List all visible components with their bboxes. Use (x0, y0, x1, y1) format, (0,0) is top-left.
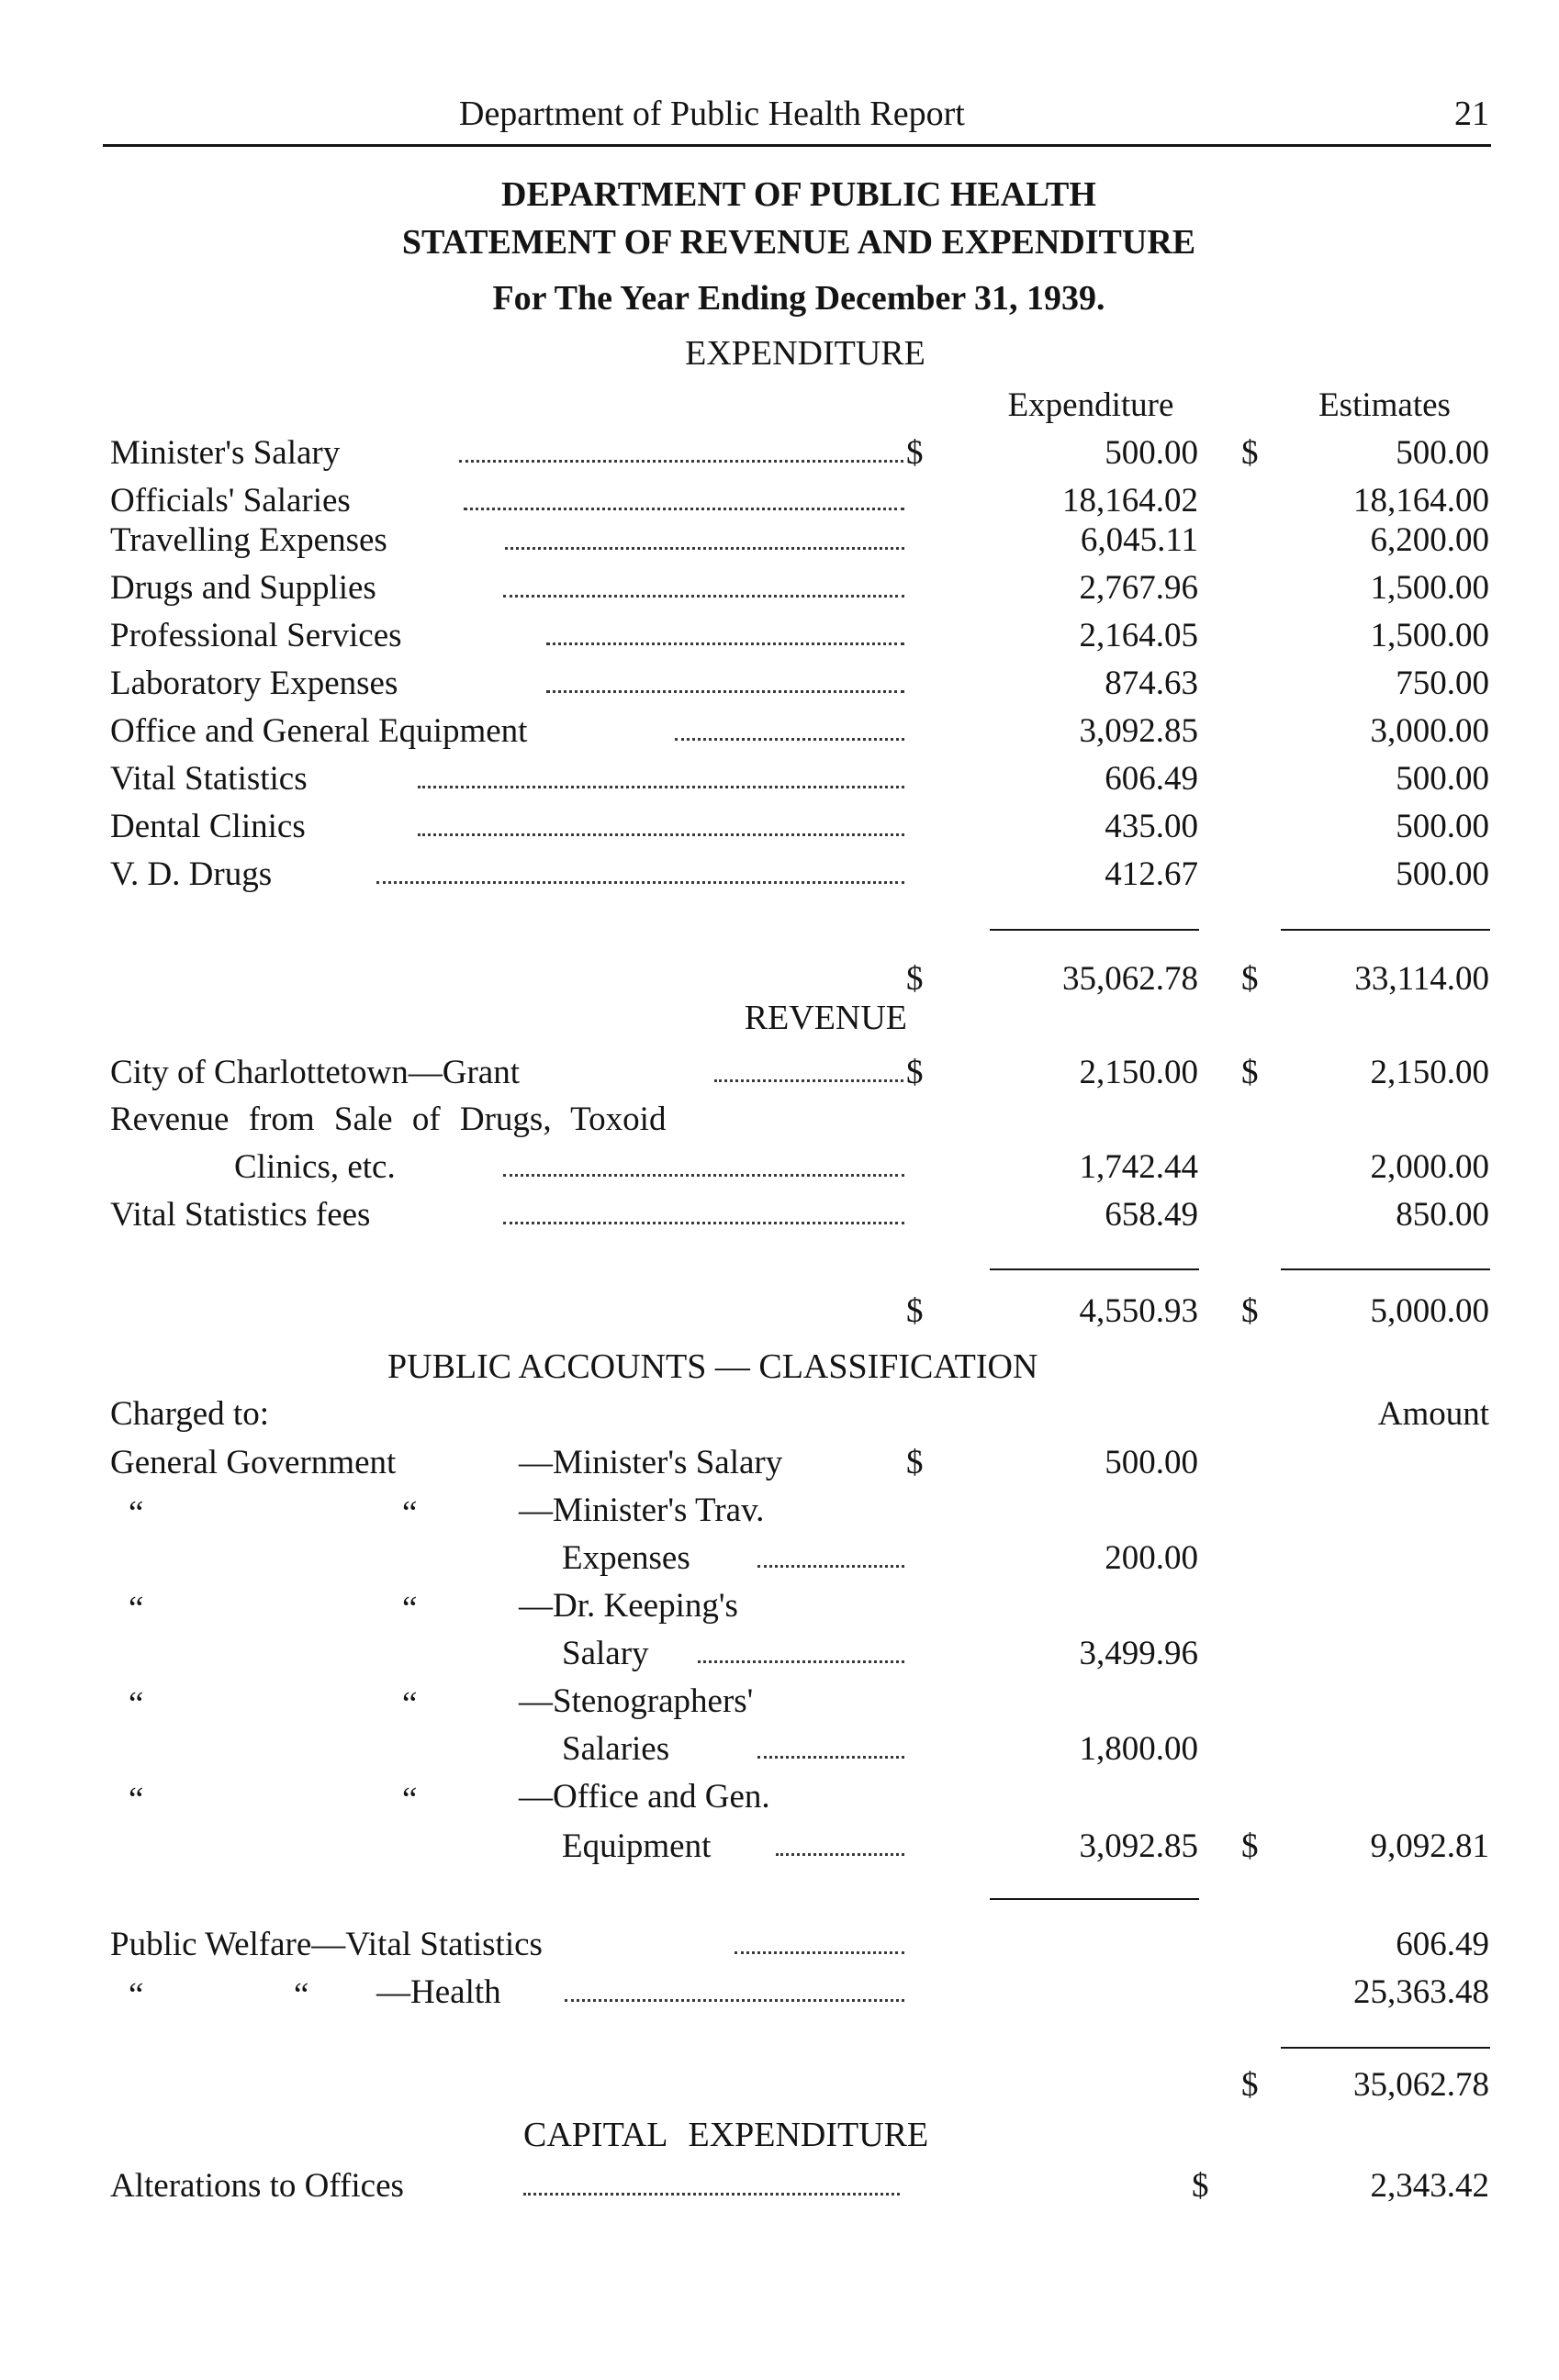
item-amount: 3,499.96 (1079, 1635, 1198, 1672)
row-label: Vital Statistics (110, 760, 308, 798)
dot-leader (735, 1951, 904, 1954)
account-label: General Government (110, 1444, 397, 1481)
dollar-sign: $ (1241, 1292, 1259, 1330)
estimate-value: 850.00 (1396, 1196, 1489, 1234)
estimate-value: 3,000.00 (1370, 712, 1489, 750)
dot-leader (714, 1079, 903, 1082)
row-label: Minister's Salary (110, 434, 341, 472)
ditto-mark: “ (402, 1494, 418, 1532)
item-label: —Office and Gen. (519, 1778, 770, 1816)
expenditure-value: 2,164.05 (1079, 617, 1198, 654)
dot-leader (418, 786, 904, 788)
row-label: Laboratory Expenses (110, 665, 398, 702)
running-title: Department of Public Health Report (459, 95, 965, 133)
col-expenditure-header: Expenditure (1007, 386, 1174, 424)
row-label: Drugs and Supplies (110, 569, 376, 607)
dot-leader (546, 642, 904, 645)
dollar-sign: $ (1241, 960, 1259, 998)
dot-leader (503, 595, 904, 598)
row-label: Dental Clinics (110, 808, 306, 845)
dollar-sign: $ (1241, 434, 1259, 472)
estimate-value: 500.00 (1396, 808, 1489, 845)
item-amount: 1,800.00 (1079, 1730, 1198, 1768)
ditto-mark: “ (294, 1976, 309, 2014)
expenditure-value: 500.00 (1105, 434, 1198, 472)
charged-to-label: Charged to: (110, 1395, 269, 1433)
row-label: —Health (376, 1973, 501, 2011)
dollar-sign: $ (1241, 1827, 1259, 1865)
row-label: Alterations to Offices (110, 2167, 404, 2205)
page-number: 21 (1454, 95, 1489, 133)
welfare-amount: 25,363.48 (1353, 1973, 1489, 2011)
total-rule (990, 929, 1199, 931)
capital-amount: 2,343.42 (1370, 2167, 1489, 2205)
item-amount: 3,092.85 (1079, 1827, 1198, 1865)
revenue-value: 1,742.44 (1079, 1148, 1198, 1186)
welfare-amount: 606.49 (1396, 1926, 1489, 1963)
item-amount: 500.00 (1105, 1444, 1198, 1481)
ditto-mark: “ (129, 1976, 144, 2014)
expenditure-value: 2,767.96 (1079, 569, 1198, 607)
row-label: V. D. Drugs (110, 855, 273, 893)
dot-leader (464, 508, 904, 510)
expenditure-total: 35,062.78 (1062, 960, 1198, 998)
report-title: DEPARTMENT OF PUBLIC HEALTH (501, 175, 1096, 214)
expenditure-value: 18,164.02 (1062, 482, 1198, 520)
estimate-total: 33,114.00 (1354, 960, 1489, 998)
item-label: —Minister's Salary (519, 1444, 783, 1481)
dot-leader (418, 833, 904, 836)
dot-leader (505, 547, 904, 550)
ditto-mark: “ (129, 1685, 144, 1723)
dollar-sign: $ (906, 1292, 924, 1330)
item-label-continued: Salary (562, 1635, 649, 1672)
estimate-value: 2,150.00 (1370, 1054, 1489, 1091)
col-estimates-header: Estimates (1318, 386, 1451, 424)
estimate-total: 5,000.00 (1370, 1292, 1489, 1330)
ditto-mark: “ (129, 1781, 144, 1818)
row-label: Officials' Salaries (110, 482, 351, 520)
estimate-value: 1,500.00 (1370, 569, 1489, 607)
report-subtitle: STATEMENT OF REVENUE AND EXPENDITURE (401, 223, 1196, 262)
item-label: —Stenographers' (519, 1682, 754, 1720)
dollar-sign: $ (906, 434, 924, 472)
ditto-mark: “ (129, 1590, 144, 1627)
expenditure-value: 3,092.85 (1079, 712, 1198, 750)
expenditure-value: 6,045.11 (1080, 521, 1198, 559)
estimate-value: 500.00 (1396, 434, 1489, 472)
item-label: —Minister's Trav. (519, 1492, 765, 1529)
dollar-sign: $ (906, 960, 924, 998)
revenue-value: 658.49 (1105, 1196, 1198, 1234)
revenue-value: 2,150.00 (1079, 1054, 1198, 1091)
capital-heading: CAPITAL EXPENDITURE (523, 2116, 929, 2154)
estimate-value: 1,500.00 (1370, 617, 1489, 654)
dot-leader (523, 2193, 900, 2196)
amount-header: Amount (1377, 1395, 1489, 1433)
item-label-continued: Expenses (562, 1539, 690, 1577)
row-label: Public Welfare—Vital Statistics (110, 1926, 543, 1963)
total-rule (1281, 2047, 1490, 2049)
expenditure-heading: EXPENDITURE (685, 334, 925, 373)
dot-leader (503, 1222, 904, 1224)
dot-leader (757, 1756, 904, 1759)
ditto-mark: “ (402, 1685, 418, 1723)
row-label-continued: Clinics, etc. (234, 1148, 396, 1186)
expenditure-value: 412.67 (1105, 855, 1198, 893)
revenue-heading: REVENUE (744, 999, 907, 1037)
estimate-value: 500.00 (1396, 855, 1489, 893)
dot-leader (675, 738, 904, 741)
row-label: Travelling Expenses (110, 521, 387, 559)
item-label: —Dr. Keeping's (519, 1587, 738, 1625)
subtotal-rule (990, 1898, 1199, 1900)
total-rule (1281, 1268, 1490, 1270)
item-amount: 200.00 (1105, 1539, 1198, 1577)
expenditure-value: 874.63 (1105, 665, 1198, 702)
ditto-mark: “ (402, 1590, 418, 1627)
estimate-value: 6,200.00 (1370, 521, 1489, 559)
dot-leader (565, 1999, 904, 2002)
row-label: City of Charlottetown—Grant (110, 1054, 520, 1091)
report-period: For The Year Ending December 31, 1939. (492, 279, 1105, 318)
dot-leader (757, 1565, 904, 1568)
general-government-total: 9,092.81 (1370, 1827, 1489, 1865)
revenue-total: 4,550.93 (1079, 1292, 1198, 1330)
classification-total: 35,062.78 (1353, 2066, 1489, 2104)
row-label: Professional Services (110, 617, 402, 654)
row-label: Vital Statistics fees (110, 1196, 371, 1234)
dollar-sign: $ (1192, 2167, 1209, 2205)
estimate-value: 500.00 (1396, 760, 1489, 798)
ditto-mark: “ (129, 1494, 144, 1532)
header-rule (103, 144, 1491, 147)
dollar-sign: $ (906, 1054, 924, 1091)
expenditure-value: 606.49 (1105, 760, 1198, 798)
dot-leader (546, 690, 904, 693)
row-label: Revenue from Sale of Drugs, Toxoid (110, 1101, 667, 1138)
total-rule (1281, 929, 1490, 931)
public-accounts-heading: PUBLIC ACCOUNTS — CLASSIFICATION (387, 1347, 1038, 1386)
expenditure-value: 435.00 (1105, 808, 1198, 845)
dot-leader (376, 881, 904, 884)
total-rule (990, 1268, 1199, 1270)
item-label-continued: Equipment (562, 1827, 712, 1865)
dollar-sign: $ (1241, 1054, 1259, 1091)
dot-leader (459, 460, 903, 463)
estimate-value: 750.00 (1396, 665, 1489, 702)
estimate-value: 2,000.00 (1370, 1148, 1489, 1186)
ditto-mark: “ (402, 1781, 418, 1818)
dollar-sign: $ (1241, 2066, 1259, 2104)
item-label-continued: Salaries (562, 1730, 670, 1768)
dot-leader (776, 1853, 904, 1856)
row-label: Office and General Equipment (110, 712, 528, 750)
estimate-value: 18,164.00 (1353, 482, 1489, 520)
dollar-sign: $ (906, 1444, 924, 1481)
dot-leader (503, 1174, 904, 1177)
dot-leader (698, 1660, 904, 1663)
